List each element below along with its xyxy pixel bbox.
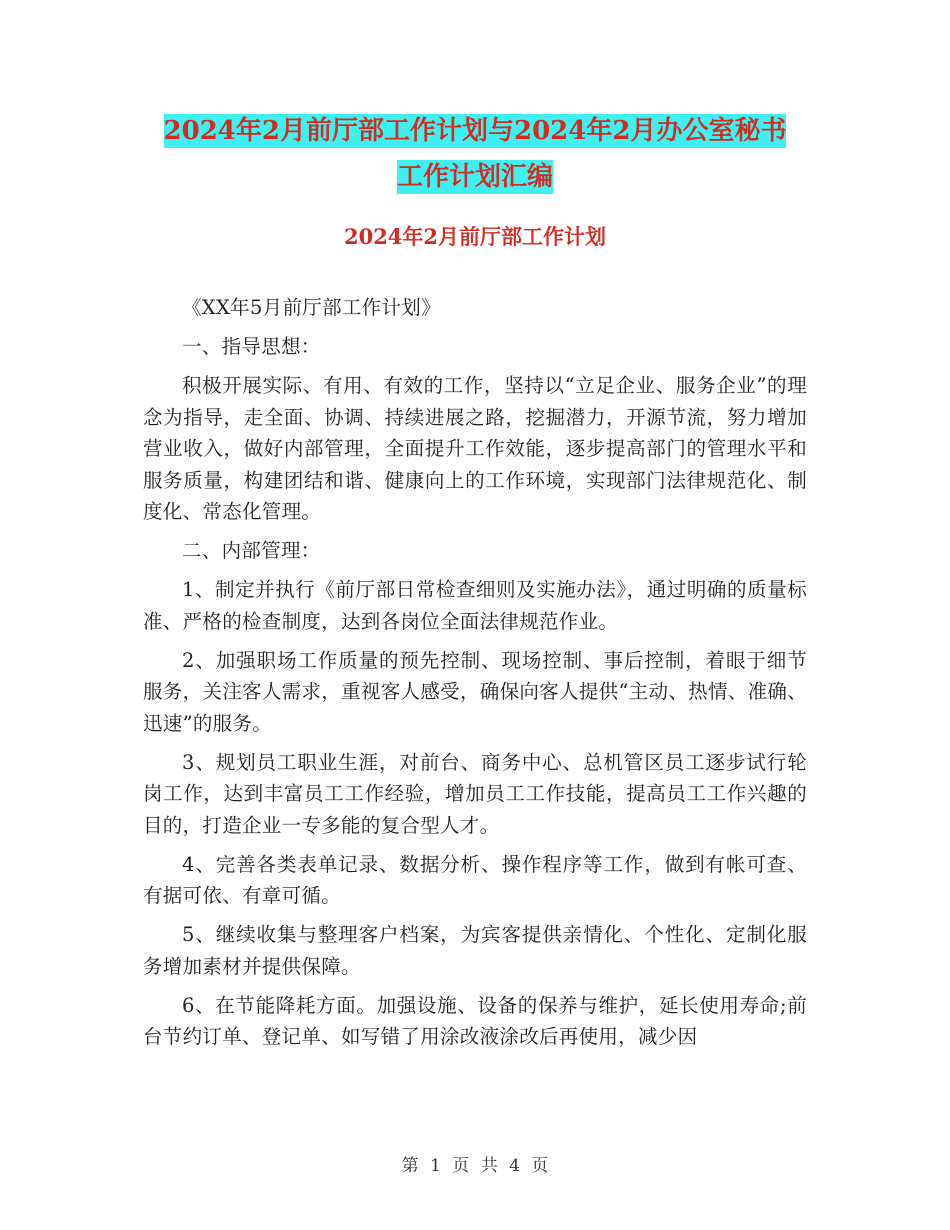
document-title (0, 108, 950, 200)
heading-guiding-thought: 一、指导思想： (182, 335, 321, 358)
paragraph-item-4: 4、完善各类表单记录、数据分析、操作程序等工作，做到有帐可查、有据可依、有章可循。 (143, 852, 807, 907)
heading-internal-management: 二、内部管理： (182, 539, 321, 562)
paragraph-guiding-thought: 积极开展实际、有用、有效的工作，坚持以“立足企业、服务企业”的理念为指导，走全面、协调、持续进展之路，挖掘潜力，开源节流，努力增加营业收入，做好内部管理，全面提升工作效能，逐步提高部门的管理水平和服务质量，构建团结和谐、健康向上的工作环境，实现部门法律规范化、制度化、常态化管理。 (143, 374, 807, 523)
page-number-footer: 第 1 页 共 4 页 (401, 1156, 549, 1176)
document-title-line-2: 工作计划汇编 (396, 162, 553, 192)
document-body (143, 292, 807, 1060)
document-title-line-1: 2024年2月前厅部工作计划与2024年2月办公室秘书 (163, 116, 787, 146)
paragraph-plan-name: 《XX年5月前厅部工作计划》 (182, 296, 441, 319)
section-title: 2024年2月前厅部工作计划 (343, 224, 607, 249)
paragraph-item-5: 5、继续收集与整理客户档案，为宾客提供亲情化、个性化、定制化服务增加素材并提供保障。 (143, 923, 807, 978)
paragraph-item-1: 1、制定并执行《前厅部日常检查细则及实施办法》，通过明确的质量标准、严格的检查制度，达到各岗位全面法律规范作业。 (143, 578, 807, 633)
paragraph-item-6: 6、在节能降耗方面。加强设施、设备的保养与维护，延长使用寿命;前台节约订单、登记单、如写错了用涂改液涂改后再使用，减少因 (143, 993, 807, 1048)
paragraph-item-2: 2、加强职场工作质量的预先控制、现场控制、事后控制，着眼于细节服务，关注客人需求，重视客人感受，确保向客人提供“主动、热情、准确、迅速”的服务。 (143, 648, 807, 735)
paragraph-item-3: 3、规划员工职业生涯，对前台、商务中心、总机管区员工逐步试行轮岗工作，达到丰富员工工作经验，增加员工工作技能，提高员工工作兴趣的目的，打造企业一专多能的复合型人才。 (143, 750, 807, 837)
